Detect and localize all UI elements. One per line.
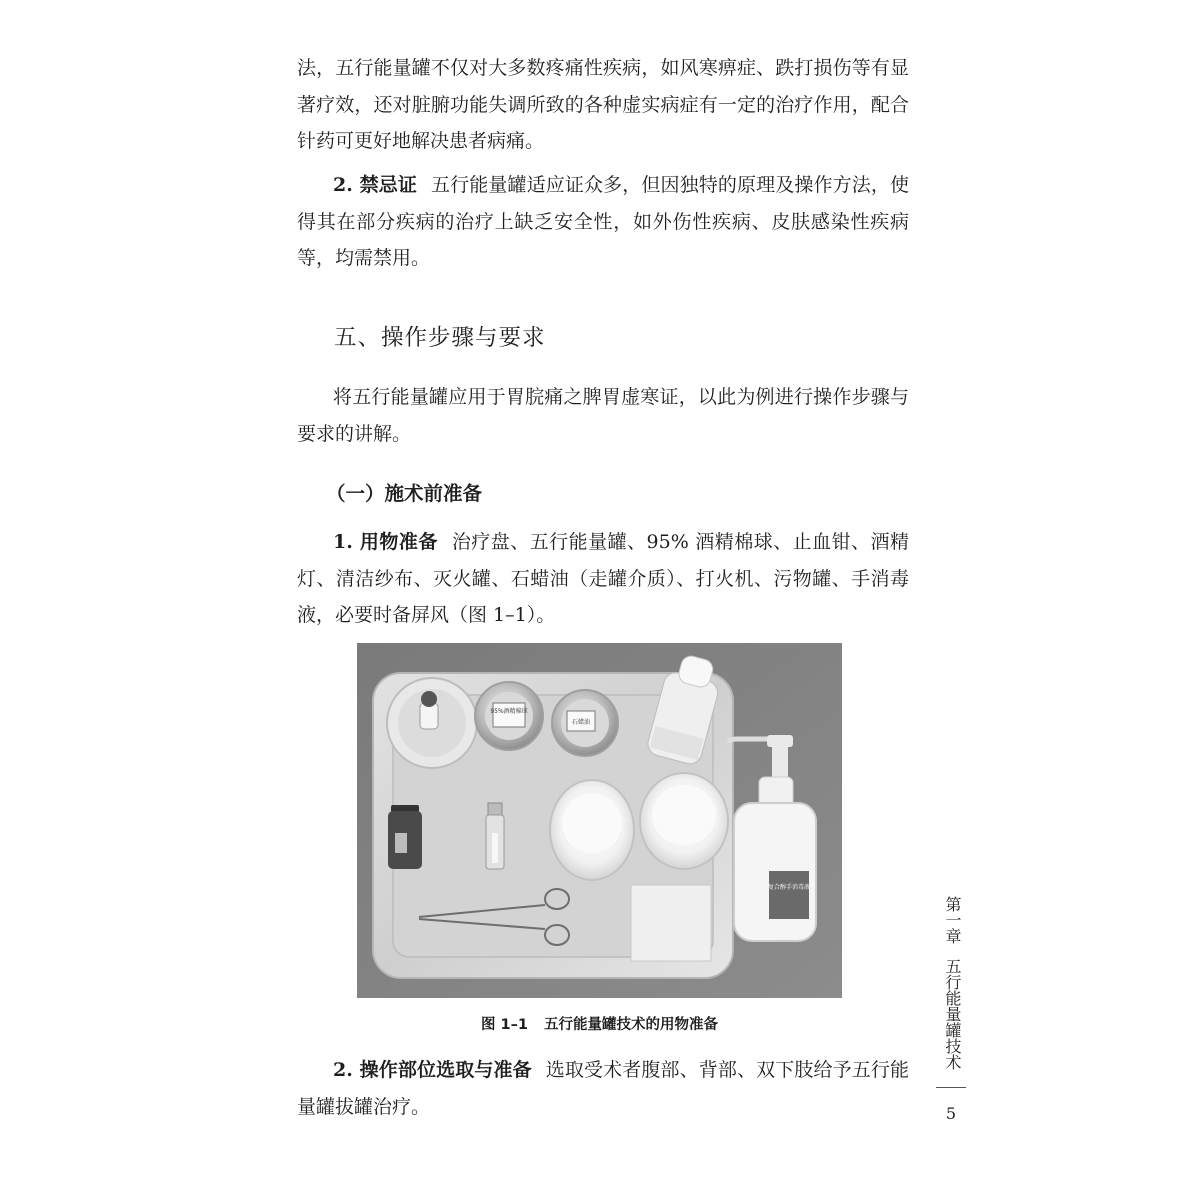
- figure-title: 五行能量罐技术的用物准备: [543, 1017, 718, 1033]
- chapter-title: 五行能量罐技术: [943, 958, 962, 1070]
- section-heading: 五、操作步骤与要求: [334, 325, 546, 351]
- sidebar-divider: [936, 1087, 966, 1088]
- page-number: 5: [945, 1104, 957, 1123]
- figure-caption: [357, 1013, 842, 1034]
- cupping-jar-2: [640, 773, 728, 869]
- intro-paragraph: 法，五行能量罐不仅对大多数疼痛性疾病，如风寒痹症、跌打损伤等有显著疗效，还对脏腑功能失调所致的各种虚实病症有一定的治疗作用，配合针药可更好地解决患者病痛。: [297, 57, 909, 152]
- cupping-jar-1: [550, 780, 634, 880]
- chapter-number: 第一章: [943, 896, 962, 944]
- gauze: [631, 885, 711, 961]
- site-prep-text: 选取受术者腹部、背部、双下肢给予五行能量罐拔罐治疗。: [297, 1059, 909, 1118]
- supplies-paragraph: [297, 524, 909, 634]
- site-prep-label: 2. 操作部位选取与准备: [333, 1059, 532, 1081]
- figure-number: 图 1–1: [481, 1017, 528, 1033]
- jar-label-1: 95%酒精棉球: [490, 708, 528, 715]
- figure-photo: [357, 643, 842, 998]
- bottle-label: 复合醇手消毒液: [767, 884, 811, 891]
- alcohol-lamp: [387, 678, 477, 768]
- supplies-text: 治疗盘、五行能量罐、95% 酒精棉球、止血钳、酒精灯、清洁纱布、灭火罐、石蜡油（走罐介质）、打火机、污物罐、手消毒液，必要时备屏风（图 1–1）。: [297, 531, 909, 626]
- brown-bottle: [388, 805, 422, 869]
- contraindication-text: 五行能量罐适应证众多，但因独特的原理及操作方法，使得其在部分疾病的治疗上缺乏安全性，如外伤性疾病、皮肤感染性疾病等，均需禁用。: [297, 174, 909, 269]
- lighter: [486, 803, 504, 869]
- supplies-label: 1. 用物准备: [333, 531, 438, 553]
- chapter-sidebar: [940, 896, 962, 1070]
- contraindication-label: 2. 禁忌证: [333, 174, 417, 196]
- subsection-heading: （一）施术前准备: [326, 482, 483, 505]
- jar-label-2: 石蜡油: [571, 719, 591, 726]
- section-intro-paragraph: 将五行能量罐应用于胃脘痛之脾胃虚寒证，以此为例进行操作步骤与要求的讲解。: [297, 386, 909, 445]
- cotton-ball-jar: [475, 682, 543, 750]
- site-prep-paragraph: [297, 1052, 909, 1125]
- paraffin-oil-jar: [552, 690, 618, 756]
- contraindication-paragraph: [297, 167, 909, 277]
